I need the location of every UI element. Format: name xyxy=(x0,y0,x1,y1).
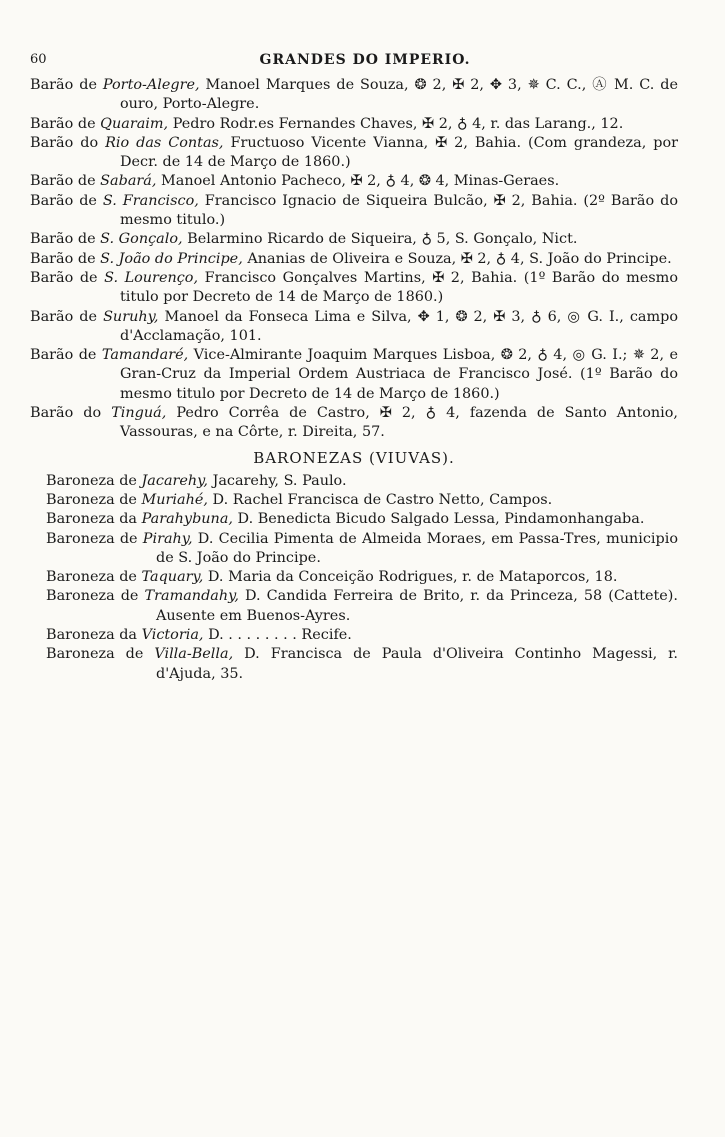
entry-rank: Baroneza de xyxy=(46,472,137,489)
entry-title: Victoria, xyxy=(141,627,204,644)
entry-title: S. Lourenço, xyxy=(104,269,199,286)
entry-title: Porto-Alegre, xyxy=(102,77,200,93)
entry xyxy=(30,76,678,115)
entry-rank: Baroneza da xyxy=(46,627,138,644)
entry-text: D. Benedicta Bicudo Salgado Lessa, Pindamonhangaba. xyxy=(237,511,645,528)
entry-text: D. Maria da Conceição Rodrigues, r. de Mataporcos, 18. xyxy=(207,569,618,586)
entry-text: D. Rachel Francisca de Castro Netto, Campos. xyxy=(212,491,553,508)
entry-text: Ananias de Oliveira e Souza, ✠ 2, ♁ 4, S. João do Principe. xyxy=(247,250,672,267)
entry-rank: Barão de xyxy=(30,173,96,190)
entry xyxy=(30,115,678,134)
entry xyxy=(46,626,678,645)
entry-text: Vice-Almirante Joaquim Marques Lisboa, ❂ 2, ♁ 4, ◎ G. I.; ✵ 2, e Gran-Cruz da Imperial Ordem Austriaca de Francisco José. (1º Barão do mesmo titulo por Decreto de 14 de Março de 1860.) xyxy=(120,347,678,402)
entry-rank: Barão de xyxy=(30,231,96,248)
entry-text: Pedro Rodr.es Fernandes Chaves, ✠ 2, ♁ 4, r. das Larang., 12. xyxy=(172,115,624,132)
entry-title: Tramandahy, xyxy=(144,588,239,605)
entry-rank: Barão de xyxy=(30,77,97,93)
entry-rank: Baroneza de xyxy=(46,569,137,586)
entry-title: Muriahé, xyxy=(141,491,208,508)
entry xyxy=(30,269,678,308)
entry xyxy=(30,192,678,231)
entry-rank: Baroneza de xyxy=(46,491,137,508)
entry-title: Sabará, xyxy=(100,173,157,190)
entry-text: Fructuoso Vicente Vianna, ✠ 2, Bahia. (Com grandeza, por Decr. de 14 de Março de 1860.) xyxy=(120,134,678,171)
entry xyxy=(46,472,678,491)
baronezas-list xyxy=(46,472,678,684)
entry-text: Jacarehy, S. Paulo. xyxy=(212,472,347,489)
entry xyxy=(46,645,678,684)
entry-title: Suruhy, xyxy=(103,308,159,325)
entry-title: Pirahy, xyxy=(142,530,193,547)
baroes-list xyxy=(30,76,678,443)
entry-text: D. Francisca de Paula d'Oliveira Continho Magessi, r. d'Ajuda, 35. xyxy=(156,646,679,682)
entry-title: Tinguá, xyxy=(111,405,167,422)
entry-rank: Barão de xyxy=(30,308,98,325)
entry-title: Taquary, xyxy=(141,569,204,586)
entry-rank: Baroneza de xyxy=(46,530,138,547)
entry-title: Parahybuna, xyxy=(141,511,233,528)
entry-text: Manoel Antonio Pacheco, ✠ 2, ♁ 4, ❂ 4, Minas-Geraes. xyxy=(161,173,560,190)
entry-rank: Barão de xyxy=(30,250,96,267)
page-number: 60 xyxy=(30,52,47,67)
entry xyxy=(46,587,678,626)
entry-text: D. Cecilia Pimenta de Almeida Moraes, em Passa-Tres, municipio de S. João do Principe. xyxy=(156,530,678,566)
entry-text: D. Candida Ferreira de Brito, r. da Princeza, 58 (Cattete). Ausente em Buenos-Ayres. xyxy=(156,588,679,624)
entry-text: D. . . . . . . . . Recife. xyxy=(208,627,352,644)
entry xyxy=(30,346,678,404)
entry-text: Belarmino Ricardo de Siqueira, ♁ 5, S. Gonçalo, Nict. xyxy=(187,231,578,248)
entry-text: Manoel da Fonseca Lima e Silva, ✥ 1, ❂ 2, ✠ 3, ♁ 6, ◎ G. I., campo d'Acclamação, 101. xyxy=(120,308,679,344)
entry xyxy=(46,568,678,587)
entry-rank: Barão de xyxy=(30,115,96,132)
entry-text: Francisco Gonçalves Martins, ✠ 2, Bahia. (1º Barão do mesmo titulo por Decreto de 14 de Março de 1860.) xyxy=(120,269,678,306)
entry-rank: Barão do xyxy=(30,405,102,422)
page-header xyxy=(30,52,700,72)
entry-rank: Baroneza da xyxy=(46,511,138,528)
entry xyxy=(30,134,678,173)
entry-rank: Barão de xyxy=(30,347,97,364)
entry-title: S. João do Principe, xyxy=(100,250,243,267)
entry-text: Pedro Corrêa de Castro, ✠ 2, ♁ 4, fazenda de Santo Antonio, Vassouras, e na Côrte, r. Direita, 57. xyxy=(120,405,679,441)
entry xyxy=(46,530,678,569)
entry-rank: Baroneza de xyxy=(46,646,144,663)
entry-rank: Barão do xyxy=(30,134,99,151)
entry-title: Tamandaré, xyxy=(101,347,189,364)
entry xyxy=(30,230,678,249)
entry xyxy=(46,491,678,510)
entry-title: S. Francisco, xyxy=(102,192,199,209)
entry-rank: Barão de xyxy=(30,192,97,209)
entry xyxy=(46,510,678,529)
entry-rank: Barão de xyxy=(30,269,98,286)
section-title: BARONEZAS (VIUVAS). xyxy=(253,448,455,467)
entry-rank: Baroneza de xyxy=(46,588,139,605)
entry-title: S. Gonçalo, xyxy=(100,231,183,248)
running-head: GRANDES DO IMPERIO. xyxy=(259,52,471,68)
entries xyxy=(30,76,678,684)
entry xyxy=(30,172,678,191)
entry xyxy=(30,250,678,269)
entry xyxy=(30,404,678,443)
entry xyxy=(30,308,678,347)
entry-title: Quaraim, xyxy=(100,115,169,132)
entry-title: Villa-Bella, xyxy=(154,646,234,663)
entry-title: Jacarehy, xyxy=(141,472,208,489)
entry-text: Manoel Marques de Souza, ❂ 2, ✠ 2, ✥ 3, ✵ C. C., Ⓐ M. C. de ouro, Porto-Alegre. xyxy=(120,77,678,113)
entry-title: Rio das Contas, xyxy=(105,134,224,151)
entry-text: Francisco Ignacio de Siqueira Bulcão, ✠ 2, Bahia. (2º Barão do mesmo titulo.) xyxy=(120,192,678,229)
